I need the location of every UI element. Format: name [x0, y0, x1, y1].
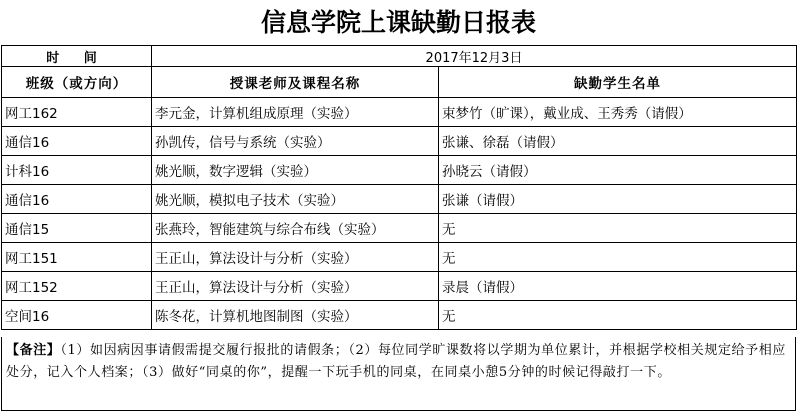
header-row	[2, 67, 797, 98]
header-teacher-course: 授课老师及课程名称	[152, 67, 439, 98]
cell-class: 网工162	[2, 98, 152, 127]
cell-teacher-course: 张燕玲，智能建筑与综合布线（实验）	[152, 214, 439, 243]
cell-class: 通信15	[2, 214, 152, 243]
table-row	[2, 301, 797, 330]
table-row	[2, 272, 797, 301]
date-label: 时 间	[2, 46, 152, 67]
table-row	[2, 214, 797, 243]
cell-teacher-course: 陈冬花，计算机地图制图（实验）	[152, 301, 439, 330]
cell-class: 空间16	[2, 301, 152, 330]
attendance-table	[1, 45, 797, 330]
cell-class: 网工152	[2, 272, 152, 301]
header-class: 班级（或方向）	[2, 67, 152, 98]
cell-class: 网工151	[2, 243, 152, 272]
table-row	[2, 156, 797, 185]
cell-absent: 张谦、徐磊（请假）	[439, 127, 797, 156]
remarks-text: （1）如因病因事请假需提交履行报批的请假条；（2）每位同学旷课数将以学期为单位累计，并根据学校相关规定给予相应处分，记入个人档案；（3）做好“同桌的你”，提醒一下玩手机的同桌，在同桌小憩5分钟的时候记得敲打一下。	[6, 343, 786, 380]
cell-teacher-course: 王正山，算法设计与分析（实验）	[152, 272, 439, 301]
table-row	[2, 98, 797, 127]
cell-absent: 无	[439, 301, 797, 330]
date-value: 2017年12月3日	[152, 46, 797, 67]
cell-absent: 束梦竹（旷课），戴业成、王秀秀（请假）	[439, 98, 797, 127]
cell-class: 计科16	[2, 156, 152, 185]
cell-absent: 张谦（请假）	[439, 185, 797, 214]
cell-absent: 录晨（请假）	[439, 272, 797, 301]
table-row	[2, 127, 797, 156]
cell-teacher-course: 孙凯传，信号与系统（实验）	[152, 127, 439, 156]
cell-class: 通信16	[2, 127, 152, 156]
cell-teacher-course: 李元金，计算机组成原理（实验）	[152, 98, 439, 127]
table-row	[2, 185, 797, 214]
table-row	[2, 243, 797, 272]
cell-absent: 无	[439, 243, 797, 272]
date-row	[2, 46, 797, 67]
cell-teacher-course: 王正山，算法设计与分析（实验）	[152, 243, 439, 272]
cell-absent: 孙晓云（请假）	[439, 156, 797, 185]
remarks-tag: 【备注】	[6, 343, 61, 358]
cell-absent: 无	[439, 214, 797, 243]
report-title: 信息学院上课缺勤日报表	[260, 8, 536, 37]
cell-class: 通信16	[2, 185, 152, 214]
cell-teacher-course: 姚光顺，数字逻辑（实验）	[152, 156, 439, 185]
cell-teacher-course: 姚光顺，模拟电子技术（实验）	[152, 185, 439, 214]
remarks-block	[1, 337, 796, 411]
header-absent: 缺勤学生名单	[439, 67, 797, 98]
